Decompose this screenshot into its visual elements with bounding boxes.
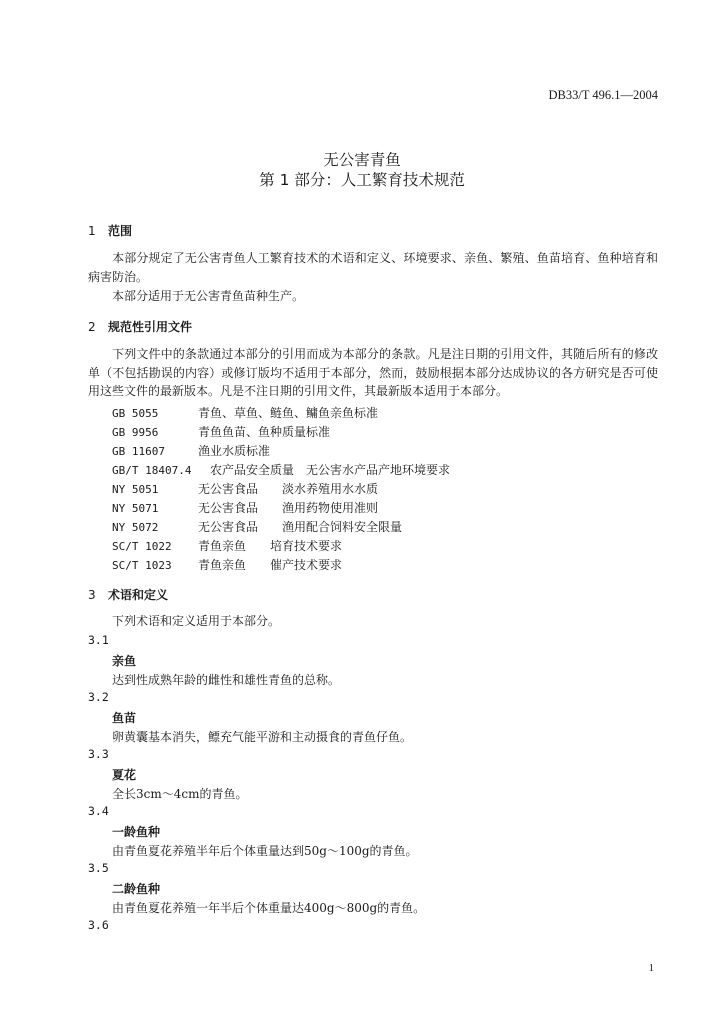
reference-code: GB 5055	[112, 407, 159, 420]
reference-code: GB/T 18407.4	[112, 464, 192, 477]
reference-code: SC/T 1023	[112, 559, 172, 572]
document-title: 无公害青鱼	[323, 151, 401, 169]
reference-title: 渔业水质标准	[198, 444, 271, 458]
reference-item	[112, 404, 378, 421]
document-subtitle: 第 1 部分：人工繁育技术规范	[259, 171, 465, 189]
term-number: 3.4	[88, 804, 109, 818]
reference-item	[112, 442, 270, 459]
scope-text: 本部分规定了无公害青鱼人工繁育技术的术语和定义、环境要求、亲鱼、繁殖、鱼苗培育、鱼种培育和病害防治。	[88, 251, 658, 284]
section-heading-normative-references	[88, 318, 192, 335]
term-name: 二龄鱼种	[112, 882, 161, 896]
term-number: 3.1	[88, 633, 109, 647]
term-definition: 卵黄囊基本消失，鳔充气能平游和主动摄食的青鱼仔鱼。	[112, 730, 413, 744]
section-title: 范围	[108, 224, 133, 238]
section-number: 2	[88, 320, 96, 334]
reference-item	[112, 461, 450, 478]
applicability-paragraph	[88, 287, 658, 306]
reference-title: 青鱼亲鱼 培育技术要求	[198, 539, 343, 553]
term-number: 3.5	[88, 861, 109, 875]
term-definition: 全长3cm～4cm的青鱼。	[112, 787, 248, 801]
term-name: 夏花	[112, 768, 137, 782]
references-paragraph	[88, 345, 658, 401]
reference-item	[112, 499, 378, 516]
reference-code: SC/T 1022	[112, 540, 172, 553]
section-title: 规范性引用文件	[108, 320, 193, 334]
reference-item	[112, 537, 342, 554]
section-heading-scope	[88, 222, 132, 239]
section-title: 术语和定义	[108, 588, 169, 602]
term-number: 3.3	[88, 747, 109, 761]
term-name: 亲鱼	[112, 654, 137, 668]
reference-item	[112, 480, 378, 497]
reference-title: 无公害食品 淡水养殖用水水质	[198, 482, 379, 496]
references-text: 下列文件中的条款通过本部分的引用而成为本部分的条款。凡是注日期的引用文件，其随后所有的修改单（不包括勘误的内容）或修订版均不适用于本部分，然而，鼓励根据本部分达成协议的各方研究是否可使用这些文件的最新版本。凡是不注日期的引用文件，其最新版本适用于本部分。	[88, 347, 658, 398]
reference-title: 无公害食品 渔用药物使用准则	[198, 501, 379, 515]
reference-item	[112, 556, 342, 573]
terms-intro: 下列术语和定义适用于本部分。	[112, 614, 281, 628]
section-heading-terms	[88, 586, 168, 603]
reference-title: 青鱼鱼苗、鱼种质量标准	[198, 425, 331, 439]
term-number: 3.6	[88, 918, 109, 932]
reference-title: 无公害食品 渔用配合饲料安全限量	[198, 520, 403, 534]
section-number: 3	[88, 588, 96, 602]
reference-code: NY 5071	[112, 502, 159, 515]
reference-item	[112, 518, 402, 535]
reference-item	[112, 423, 330, 440]
reference-code: NY 5051	[112, 483, 159, 496]
reference-title: 农产品安全质量 无公害水产品产地环境要求	[210, 463, 451, 477]
page-number: 1	[648, 962, 654, 974]
term-number: 3.2	[88, 690, 109, 704]
term-name: 一龄鱼种	[112, 825, 161, 839]
reference-code: NY 5072	[112, 521, 159, 534]
term-definition: 由青鱼夏花养殖一年半后个体重量达400g～800g的青鱼。	[112, 901, 426, 915]
document-code: DB33/T 496.1—2004	[548, 88, 658, 102]
reference-code: GB 11607	[112, 445, 165, 458]
term-name: 鱼苗	[112, 711, 137, 725]
applicability-text: 本部分适用于无公害青鱼苗种生产。	[112, 289, 305, 303]
term-definition: 由青鱼夏花养殖半年后个体重量达到50g～100g的青鱼。	[112, 844, 418, 858]
scope-paragraph	[88, 249, 658, 286]
section-number: 1	[88, 224, 96, 238]
reference-code: GB 9956	[112, 426, 159, 439]
term-definition: 达到性成熟年龄的雌性和雄性青鱼的总称。	[112, 673, 341, 687]
reference-title: 青鱼、草鱼、鲢鱼、鳙鱼亲鱼标准	[198, 406, 379, 420]
reference-title: 青鱼亲鱼 催产技术要求	[198, 558, 343, 572]
